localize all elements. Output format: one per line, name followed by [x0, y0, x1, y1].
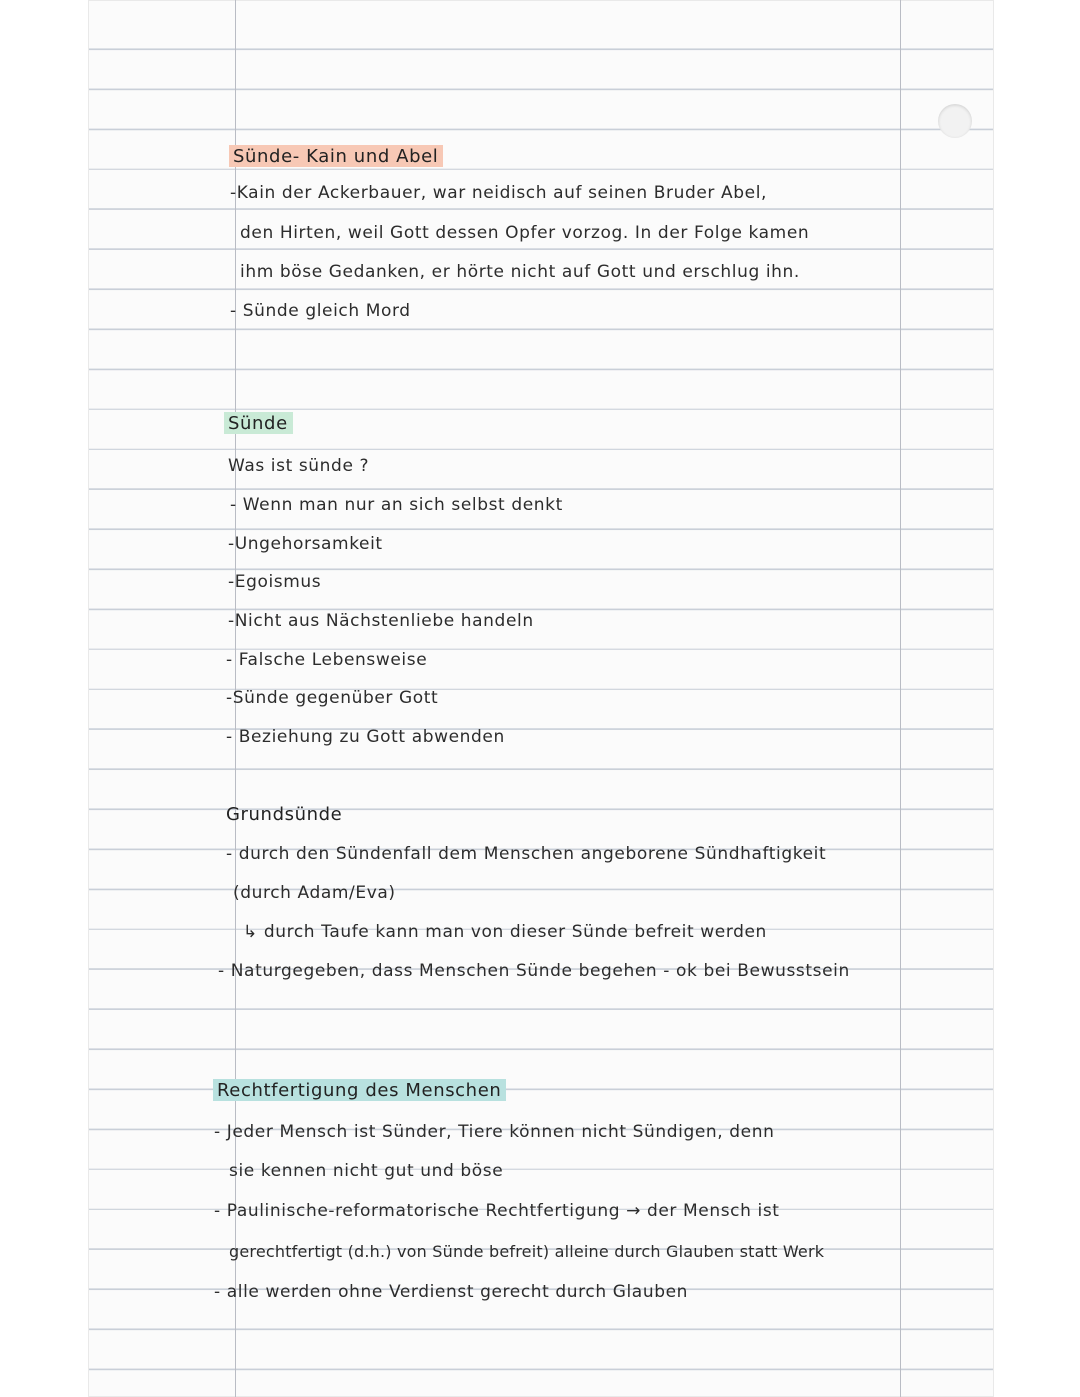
- suende-item-4: -Nicht aus Nächstenliebe handeln: [228, 611, 534, 631]
- right-margin-line: [900, 0, 901, 1397]
- suende-item-5: - Falsche Lebensweise: [226, 650, 428, 670]
- punch-hole: [938, 104, 972, 138]
- heading-grundsuende: Grundsünde: [226, 804, 343, 825]
- grund-line-2: (durch Adam/Eva): [233, 883, 396, 903]
- heading-kain-und-abel: Sünde- Kain und Abel: [229, 145, 443, 167]
- recht-line-2: sie kennen nicht gut und böse: [229, 1161, 504, 1181]
- grund-line-3: ↳ durch Taufe kann man von dieser Sünde befreit werden: [243, 922, 767, 942]
- kain-line-3: ihm böse Gedanken, er hörte nicht auf Gott und erschlug ihn.: [240, 262, 800, 282]
- suende-item-7: - Beziehung zu Gott abwenden: [226, 727, 505, 747]
- suende-item-2: -Ungehorsamkeit: [228, 534, 383, 554]
- grund-line-1: - durch den Sündenfall dem Menschen angeborene Sündhaftigkeit: [226, 844, 827, 864]
- recht-line-3: - Paulinische-reformatorische Rechtfertigung → der Mensch ist: [214, 1201, 780, 1221]
- recht-line-5: - alle werden ohne Verdienst gerecht durch Glauben: [214, 1282, 689, 1302]
- grund-line-4: - Naturgegeben, dass Menschen Sünde begehen - ok bei Bewusstsein: [218, 961, 850, 981]
- suende-question: Was ist sünde ?: [228, 456, 370, 476]
- kain-line-2: den Hirten, weil Gott dessen Opfer vorzog. In der Folge kamen: [240, 223, 810, 243]
- kain-line-4: - Sünde gleich Mord: [230, 301, 411, 321]
- recht-line-4: gerechtfertigt (d.h.) von Sünde befreit) alleine durch Glauben statt Werk: [229, 1242, 825, 1261]
- notebook-page: [88, 0, 994, 1397]
- suende-item-6: -Sünde gegenüber Gott: [226, 688, 439, 708]
- heading-suende: Sünde: [224, 412, 293, 434]
- heading-rechtfertigung: Rechtfertigung des Menschen: [213, 1079, 506, 1101]
- recht-line-1: - Jeder Mensch ist Sünder, Tiere können nicht Sündigen, denn: [214, 1122, 775, 1142]
- suende-item-1: - Wenn man nur an sich selbst denkt: [230, 495, 563, 515]
- suende-item-3: -Egoismus: [228, 572, 322, 592]
- kain-line-1: -Kain der Ackerbauer, war neidisch auf seinen Bruder Abel,: [230, 183, 768, 203]
